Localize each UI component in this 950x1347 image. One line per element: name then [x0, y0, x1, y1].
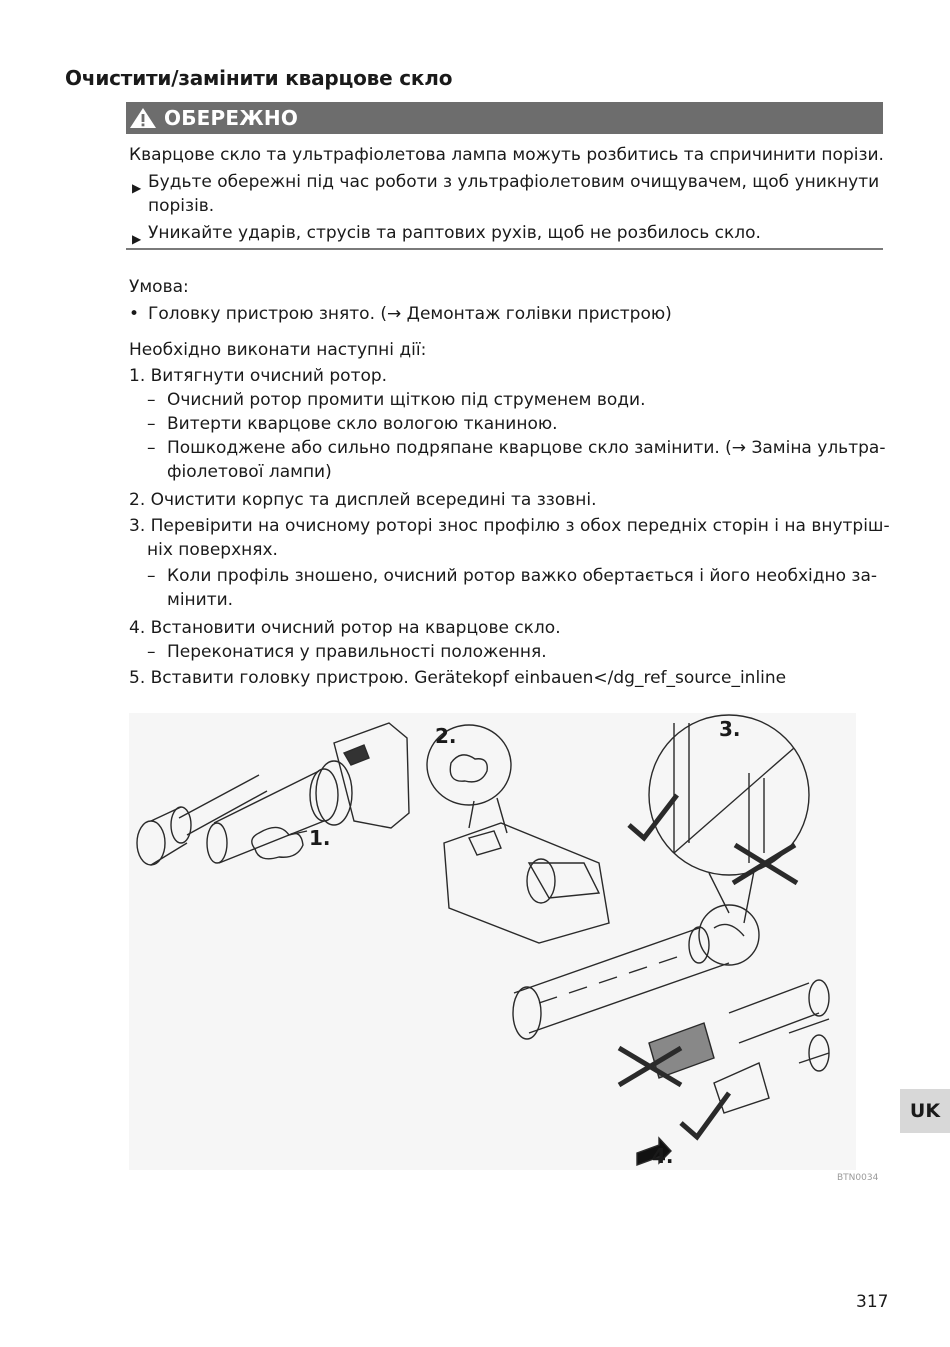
step-2: 2. Очистити корпус та дисплей всередині та ззовні.: [129, 490, 597, 510]
figure-label-4: 4.: [652, 1144, 674, 1168]
step-1b-text: Витерти кварцове скло вологою тканиною.: [167, 414, 558, 434]
condition-text: Головку пристрою знято. (→ Демонтаж голівки пристрою): [148, 304, 672, 324]
step-5: 5. Вставити головку пристрою. Gerätekopf einbauen</dg_ref_source_inline: [129, 668, 787, 688]
dash: –: [147, 390, 156, 410]
arrow-icon: ▶: [132, 181, 142, 195]
step-3a-line1: Коли профіль зношено, очисний ротор важко обертається і його необхідно за-: [167, 566, 878, 586]
steps-intro: Необхідно виконати наступні дії:: [129, 340, 427, 360]
step-1a-text: Очисний ротор промити щіткою під струменем води.: [167, 390, 646, 410]
step-1a: [147, 388, 646, 412]
caution-bar: [126, 102, 883, 134]
step-4: 4. Встановити очисний ротор на кварцове скло.: [129, 618, 561, 638]
step-1c: [147, 436, 886, 482]
step-1: 1. Витягнути очисний ротор.: [129, 366, 388, 386]
dash: –: [147, 414, 156, 434]
step-4a: [147, 640, 547, 664]
caution-step-2-line1: Уникайте ударів, струсів та раптових рухів, щоб не розбилось скло.: [148, 223, 761, 243]
dash: –: [147, 642, 156, 662]
figure-label-2: 2.: [435, 724, 457, 748]
caution-step-1-line1: Будьте обережні під час роботи з ультрафіолетовим очищувачем, щоб уникнути: [148, 172, 880, 192]
figure-label-1: 1.: [309, 826, 331, 850]
caution-word: ОБЕРЕЖНО: [164, 106, 299, 130]
dash: –: [147, 438, 156, 458]
step-3-line2: ніх поверхнях.: [147, 540, 278, 560]
maintenance-illustration: [129, 713, 856, 1170]
step-3a: [147, 564, 878, 610]
dash: –: [147, 566, 156, 586]
page-title: Очистити/замінити кварцове скло: [65, 66, 453, 90]
step-1c-line1: Пошкоджене або сильно подряпане кварцове скло замінити. (→ Заміна ультра-: [167, 438, 886, 458]
warning-icon: [128, 106, 158, 130]
caution-step-1-line2: порізів.: [148, 196, 215, 216]
step-1c-line2: фіолетової лампи): [167, 462, 332, 482]
page-number: 317: [856, 1292, 889, 1312]
arrow-icon: ▶: [132, 232, 142, 246]
step-3a-line2: мінити.: [167, 590, 234, 610]
figure-label-3: 3.: [719, 717, 741, 741]
illustration-drawing: [129, 713, 856, 1170]
language-tab: UK: [900, 1089, 950, 1133]
step-3-line1: 3. Перевірити на очисному роторі знос профілю з обох передніх сторін і на внутріш-: [129, 516, 890, 536]
bullet: •: [129, 304, 140, 324]
caution-divider: [126, 248, 883, 250]
step-4a-text: Переконатися у правильності положення.: [167, 642, 547, 662]
figure-code: BTN0034: [837, 1173, 879, 1183]
step-1b: [147, 412, 558, 436]
caution-text: Кварцове скло та ультрафіолетова лампа можуть розбитись та спричинити порізи.: [129, 145, 884, 165]
condition-label: Умова:: [129, 277, 189, 297]
